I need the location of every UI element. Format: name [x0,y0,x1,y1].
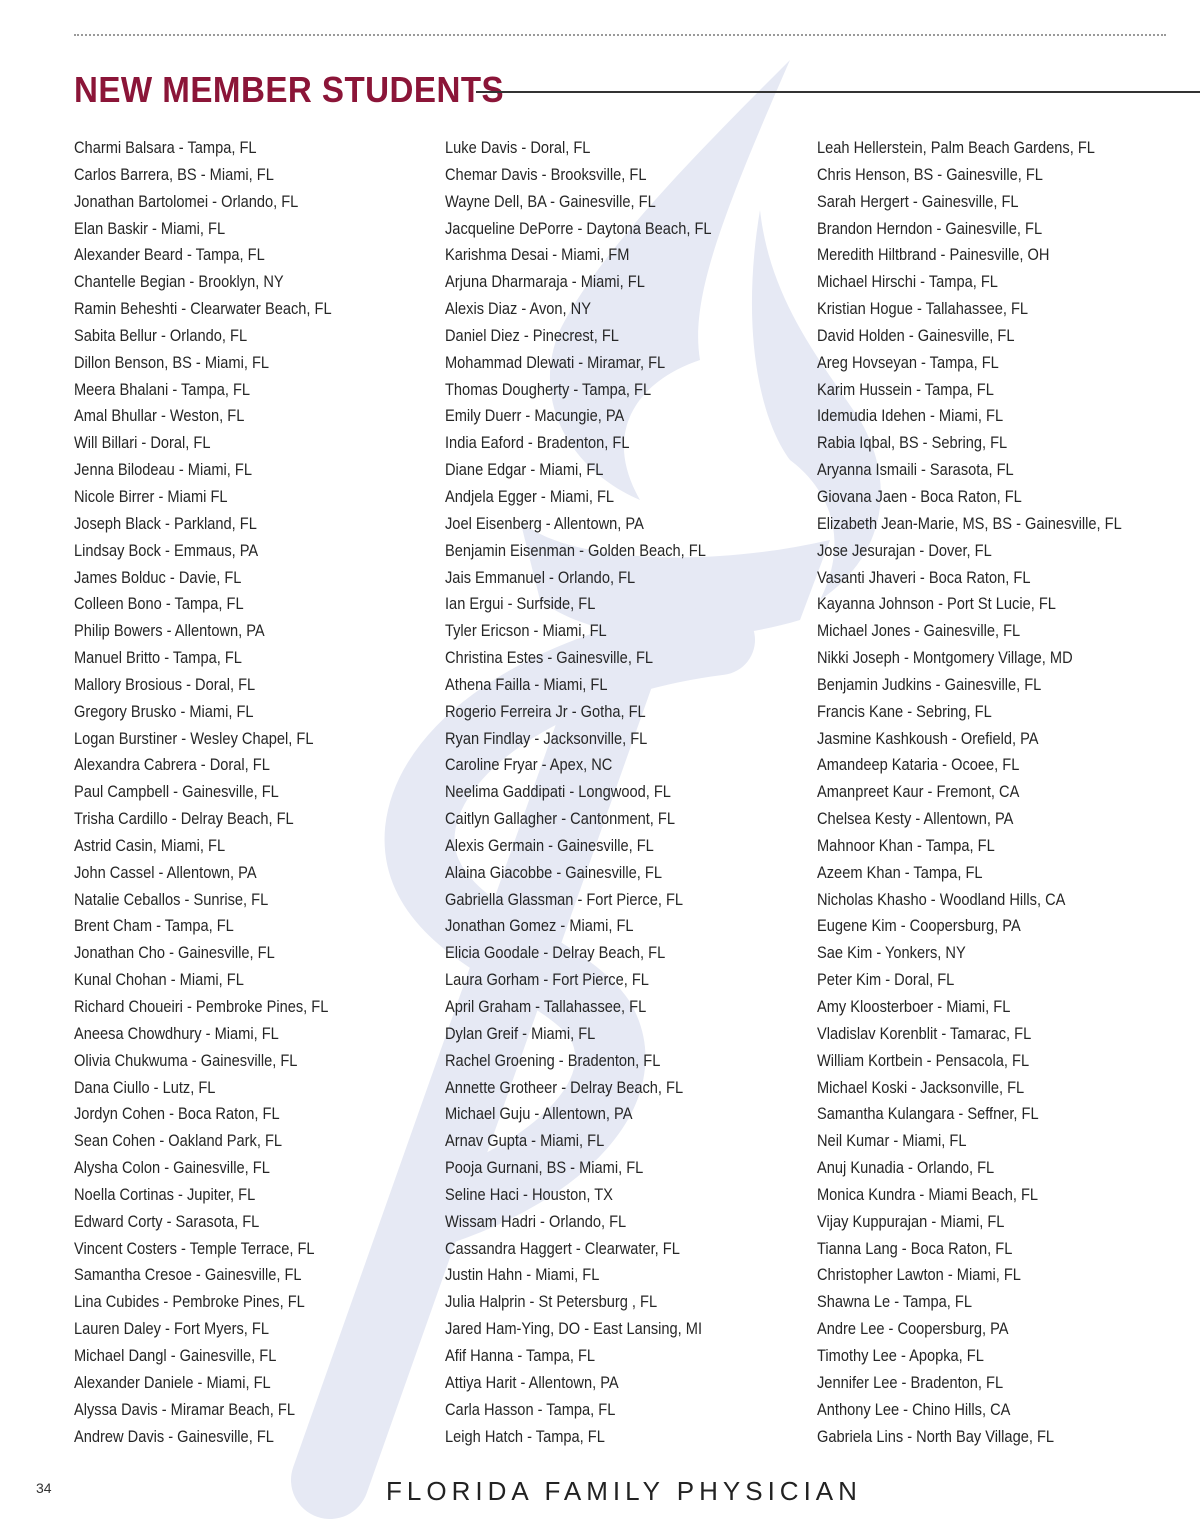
member-entry: Michael Jones - Gainesville, FL [817,621,1021,641]
member-entry: Azeem Khan - Tampa, FL [817,862,983,882]
member-entry: Wissam Hadri - Orlando, FL [445,1211,627,1231]
member-entry: Jose Jesurajan - Dover, FL [817,540,992,560]
member-entry: Manuel Britto - Tampa, FL [74,648,242,668]
member-entry: Jais Emmanuel - Orlando, FL [445,567,636,587]
member-entry: Colleen Bono - Tampa, FL [74,594,244,614]
member-entry: Pooja Gurnani, BS - Miami, FL [445,1158,644,1178]
member-entry: Natalie Ceballos - Sunrise, FL [74,889,269,909]
member-entry: Nicole Birrer - Miami FL [74,486,228,506]
member-entry: Amanpreet Kaur - Fremont, CA [817,782,1020,802]
title-rule [476,91,1200,93]
member-entry: Vincent Costers - Temple Terrace, FL [74,1238,315,1258]
member-entry: Luke Davis - Doral, FL [445,138,591,157]
member-entry: Paul Campbell - Gainesville, FL [74,782,279,802]
member-entry: Elicia Goodale - Delray Beach, FL [445,943,666,963]
member-entry: Seline Haci - Houston, TX [445,1184,613,1204]
member-entry: Ramin Beheshti - Clearwater Beach, FL [74,299,332,319]
member-entry: Mahnoor Khan - Tampa, FL [817,835,995,855]
top-dotted-rule [74,34,1166,36]
member-entry: Shawna Le - Tampa, FL [817,1292,972,1312]
member-entry: Chris Henson, BS - Gainesville, FL [817,164,1043,184]
member-list-column-1 [74,135,434,1450]
member-entry: India Eaford - Bradenton, FL [445,433,630,453]
member-entry: Julia Halprin - St Petersburg , FL [445,1292,658,1312]
member-entry: Andjela Egger - Miami, FL [445,486,615,506]
member-entry: Olivia Chukwuma - Gainesville, FL [74,1050,298,1070]
member-entry: Noella Cortinas - Jupiter, FL [74,1184,256,1204]
member-entry: Lina Cubides - Pembroke Pines, FL [74,1292,305,1312]
member-entry: Michael Guju - Allentown, PA [445,1104,633,1124]
member-entry: Sabita Bellur - Orlando, FL [74,325,248,345]
member-entry: Karishma Desai - Miami, FM [445,245,630,265]
member-entry: April Graham - Tallahassee, FL [445,997,647,1016]
member-entry: Charmi Balsara - Tampa, FL [74,138,257,157]
member-entry: Jenna Bilodeau - Miami, FL [74,460,252,480]
member-entry: Wayne Dell, BA - Gainesville, FL [445,191,656,211]
member-entry: Attiya Harit - Allentown, PA [445,1372,619,1392]
member-entry: Alexander Daniele - Miami, FL [74,1372,271,1392]
member-entry: Monica Kundra - Miami Beach, FL [817,1184,1039,1204]
member-entry: Brandon Herndon - Gainesville, FL [817,218,1043,238]
member-entry: Jared Ham-Ying, DO - East Lansing, MI [445,1319,703,1339]
member-entry: Rabia Iqbal, BS - Sebring, FL [817,433,1008,453]
member-entry: Kayanna Johnson - Port St Lucie, FL [817,594,1056,614]
member-entry: Tianna Lang - Boca Raton, FL [817,1238,1013,1258]
member-entry: Jennifer Lee - Bradenton, FL [817,1372,1004,1392]
member-entry: Brent Cham - Tampa, FL [74,916,234,936]
member-entry: Areg Hovseyan - Tampa, FL [817,352,999,372]
member-entry: Dana Ciullo - Lutz, FL [74,1077,216,1097]
member-entry: Lindsay Bock - Emmaus, PA [74,540,259,560]
member-entry: Karim Hussein - Tampa, FL [817,379,994,399]
member-entry: Jasmine Kashkoush - Orefield, PA [817,728,1039,748]
member-entry: Cassandra Haggert - Clearwater, FL [445,1238,680,1258]
member-entry: Francis Kane - Sebring, FL [817,701,992,721]
member-entry: Sean Cohen - Oakland Park, FL [74,1131,283,1151]
member-entry: Mohammad Dlewati - Miramar, FL [445,352,666,372]
member-entry: Vladislav Korenblit - Tamarac, FL [817,1023,1032,1043]
member-entry: Kristian Hogue - Tallahassee, FL [817,299,1029,319]
member-entry: Neelima Gaddipati - Longwood, FL [445,782,671,802]
member-entry: Caroline Fryar - Apex, NC [445,755,613,775]
member-entry: Athena Failla - Miami, FL [445,674,608,694]
member-entry: Dillon Benson, BS - Miami, FL [74,352,270,372]
member-entry: Andre Lee - Coopersburg, PA [817,1319,1009,1339]
member-entry: Sarah Hergert - Gainesville, FL [817,191,1019,211]
member-entry: Jordyn Cohen - Boca Raton, FL [74,1104,280,1124]
member-entry: Rachel Groening - Bradenton, FL [445,1050,661,1070]
member-entry: Amy Kloosterboer - Miami, FL [817,997,1011,1016]
member-entry: James Bolduc - Davie, FL [74,567,242,587]
member-entry: Nikki Joseph - Montgomery Village, MD [817,648,1073,668]
member-entry: William Kortbein - Pensacola, FL [817,1050,1030,1070]
member-entry: Ian Ergui - Surfside, FL [445,594,596,614]
member-entry: Leigh Hatch - Tampa, FL [445,1426,605,1446]
member-entry: Gabriella Glassman - Fort Pierce, FL [445,889,684,909]
member-entry: Joseph Black - Parkland, FL [74,513,257,533]
member-entry: Dylan Greif - Miami, FL [445,1023,596,1043]
member-entry: Gregory Brusko - Miami, FL [74,701,254,721]
member-entry: Timothy Lee - Apopka, FL [817,1345,984,1365]
member-entry: Diane Edgar - Miami, FL [445,460,604,480]
member-entry: Chantelle Begian - Brooklyn, NY [74,272,284,292]
member-entry: Logan Burstiner - Wesley Chapel, FL [74,728,314,748]
member-entry: Amal Bhullar - Weston, FL [74,406,245,426]
member-entry: Nicholas Khasho - Woodland Hills, CA [817,889,1066,909]
member-entry: Jonathan Bartolomei - Orlando, FL [74,191,299,211]
member-entry: Sae Kim - Yonkers, NY [817,943,966,963]
member-entry: Afif Hanna - Tampa, FL [445,1345,596,1365]
member-entry: Jonathan Cho - Gainesville, FL [74,943,275,963]
member-entry: Aryanna Ismaili - Sarasota, FL [817,460,1014,480]
member-entry: Christina Estes - Gainesville, FL [445,648,654,668]
member-entry: Neil Kumar - Miami, FL [817,1131,967,1151]
member-entry: Caitlyn Gallagher - Cantonment, FL [445,809,675,829]
member-entry: Amandeep Kataria - Ocoee, FL [817,755,1020,775]
member-entry: Elizabeth Jean-Marie, MS, BS - Gainesville, FL [817,513,1122,533]
member-entry: Laura Gorham - Fort Pierce, FL [445,970,649,990]
member-entry: Benjamin Judkins - Gainesville, FL [817,674,1042,694]
member-entry: Alaina Giacobbe - Gainesville, FL [445,862,662,882]
member-entry: Alexandra Cabrera - Doral, FL [74,755,270,775]
member-entry: Ryan Findlay - Jacksonville, FL [445,728,648,748]
member-entry: Michael Hirschi - Tampa, FL [817,272,998,292]
member-entry: Justin Hahn - Miami, FL [445,1265,600,1285]
member-entry: Chelsea Kesty - Allentown, PA [817,809,1014,829]
member-entry: Carla Hasson - Tampa, FL [445,1399,616,1419]
member-entry: Anuj Kunadia - Orlando, FL [817,1158,995,1178]
member-entry: Trisha Cardillo - Delray Beach, FL [74,809,294,829]
member-entry: Idemudia Idehen - Miami, FL [817,406,1004,426]
member-entry: Anthony Lee - Chino Hills, CA [817,1399,1011,1419]
page-title: NEW MEMBER STUDENTS [74,69,505,110]
member-list-column-3 [817,135,1177,1450]
member-entry: Will Billari - Doral, FL [74,433,211,453]
member-entry: Samantha Kulangara - Seffner, FL [817,1104,1039,1124]
member-entry: Thomas Dougherty - Tampa, FL [445,379,652,399]
member-entry: Alexis Germain - Gainesville, FL [445,835,654,855]
member-entry: Edward Corty - Sarasota, FL [74,1211,260,1231]
member-entry: Daniel Diez - Pinecrest, FL [445,325,619,345]
member-entry: Alexis Diaz - Avon, NY [445,299,591,319]
member-entry: Michael Koski - Jacksonville, FL [817,1077,1025,1097]
member-entry: Giovana Jaen - Boca Raton, FL [817,486,1022,506]
member-entry: Aneesa Chowdhury - Miami, FL [74,1023,279,1043]
member-entry: Alexander Beard - Tampa, FL [74,245,265,265]
member-entry: Lauren Daley - Fort Myers, FL [74,1319,270,1339]
publication-name: FLORIDA FAMILY PHYSICIAN [386,1476,862,1506]
member-entry: Meredith Hiltbrand - Painesville, OH [817,245,1050,265]
member-entry: Vijay Kuppurajan - Miami, FL [817,1211,1005,1231]
member-entry: Michael Dangl - Gainesville, FL [74,1345,277,1365]
member-entry: Jonathan Gomez - Miami, FL [445,916,634,936]
member-entry: Kunal Chohan - Miami, FL [74,970,244,990]
member-entry: Gabriela Lins - North Bay Village, FL [817,1426,1055,1446]
member-entry: Richard Choueiri - Pembroke Pines, FL [74,997,329,1016]
member-entry: Elan Baskir - Miami, FL [74,218,226,238]
member-list-column-2 [445,135,805,1450]
member-entry: Annette Grotheer - Delray Beach, FL [445,1077,684,1097]
member-entry: Carlos Barrera, BS - Miami, FL [74,164,274,184]
member-entry: Chemar Davis - Brooksville, FL [445,164,647,184]
member-entry: Meera Bhalani - Tampa, FL [74,379,251,399]
member-entry: Alyssa Davis - Miramar Beach, FL [74,1399,295,1419]
member-entry: Arnav Gupta - Miami, FL [445,1131,605,1151]
member-entry: Astrid Casin, Miami, FL [74,835,226,855]
member-entry: Philip Bowers - Allentown, PA [74,621,265,641]
member-entry: Eugene Kim - Coopersburg, PA [817,916,1021,936]
member-entry: Jacqueline DePorre - Daytona Beach, FL [445,218,712,238]
member-entry: Mallory Brosious - Doral, FL [74,674,256,694]
member-entry: Arjuna Dharmaraja - Miami, FL [445,272,645,292]
member-entry: Vasanti Jhaveri - Boca Raton, FL [817,567,1031,587]
member-entry: Emily Duerr - Macungie, PA [445,406,625,426]
page-number: 34 [36,1480,52,1496]
member-entry: Alysha Colon - Gainesville, FL [74,1158,270,1178]
member-entry: Andrew Davis - Gainesville, FL [74,1426,274,1446]
member-entry: Peter Kim - Doral, FL [817,970,955,990]
member-entry: Benjamin Eisenman - Golden Beach, FL [445,540,706,560]
member-entry: Tyler Ericson - Miami, FL [445,621,607,641]
member-entry: Leah Hellerstein, Palm Beach Gardens, FL [817,138,1095,157]
member-entry: John Cassel - Allentown, PA [74,862,257,882]
member-entry: David Holden - Gainesville, FL [817,325,1015,345]
member-entry: Rogerio Ferreira Jr - Gotha, FL [445,701,646,721]
member-entry: Christopher Lawton - Miami, FL [817,1265,1021,1285]
member-entry: Samantha Cresoe - Gainesville, FL [74,1265,302,1285]
member-entry: Joel Eisenberg - Allentown, PA [445,513,644,533]
